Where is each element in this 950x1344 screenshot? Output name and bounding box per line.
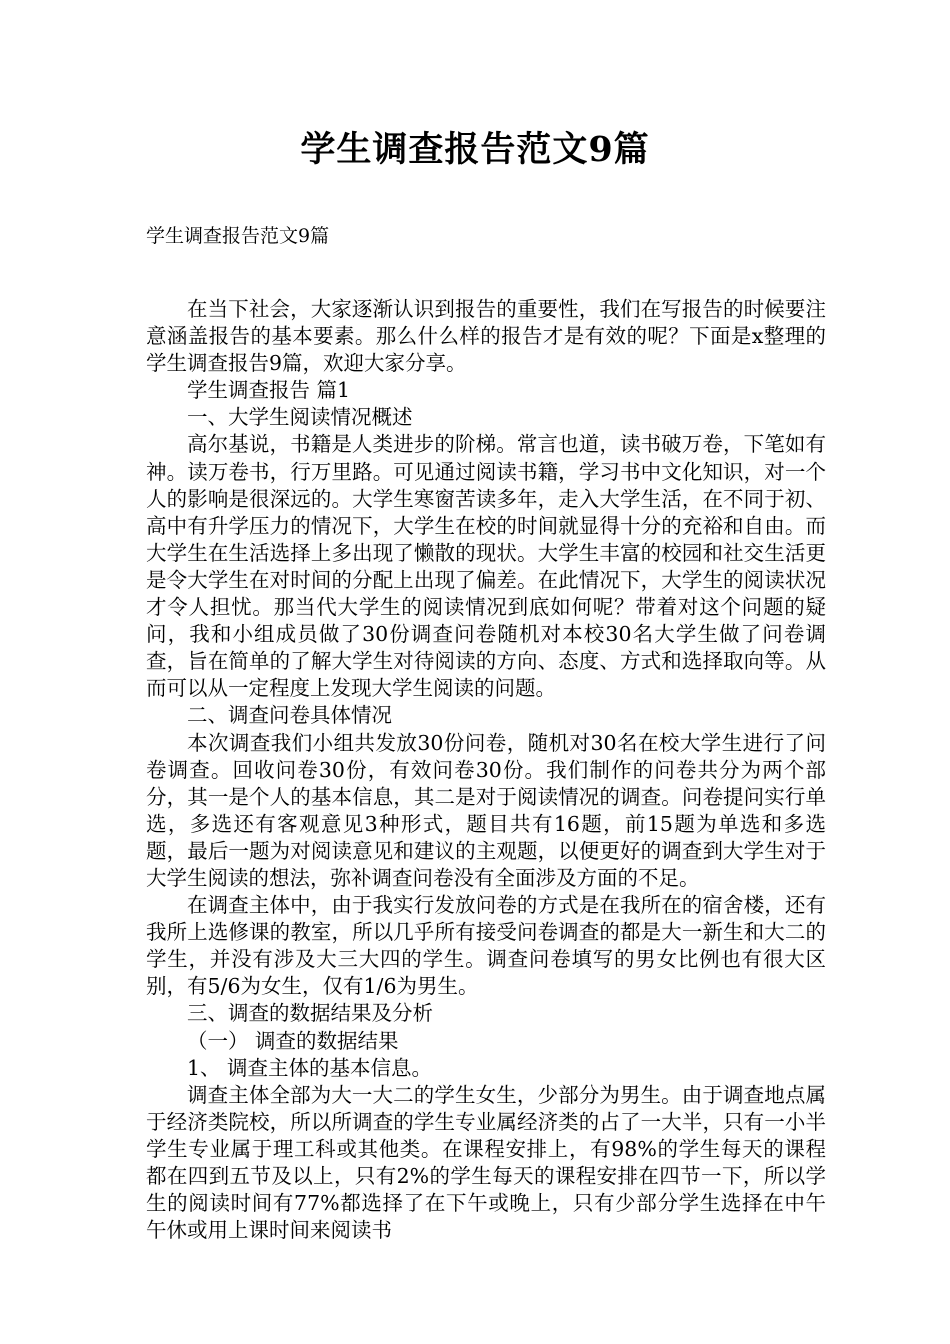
document-body — [146, 296, 826, 1244]
paragraph-overview: 高尔基说，书籍是人类进步的阶梯。常言也道，读书破万卷，下笔如有神。读万卷书，行万里路。可见通过阅读书籍，学习书中文化知识，对一个人的影响是很深远的。大学生寒窗苦读多年，走入大学生活，在不同于初、高中有升学压力的情况下，大学生在校的时间就显得十分的充裕和自由。而大学生在生活选择上多出现了懒散的现状。大学生丰富的校园和社交生活更是令大学生在对时间的分配上出现了偏差。在此情况下，大学生的阅读状况才令人担忧。那当代大学生的阅读情况到底如何呢？带着对这个问题的疑问，我和小组成员做了30份调查问卷随机对本校30名大学生做了问卷调查，旨在简单的了解大学生对待阅读的方向、态度、方式和选择取向等。从而可以从一定程度上发现大学生阅读的问题。 — [146, 432, 826, 701]
paragraph-survey-details: 本次调查我们小组共发放30份问卷，随机对30名在校大学生进行了问卷调查。回收问卷30份，有效问卷30份。我们制作的问卷共分为两个部分，其一是个人的基本信息，其二是对于阅读情况的调查。问卷提问实行单选，多选还有客观意见3种形式，题目共有16题，前15题为单选和多选题，最后一题为对阅读意见和建议的主观题，以便更好的调查到大学生对于大学生阅读的想法，弥补调查问卷没有全面涉及方面的不足。 — [146, 730, 826, 890]
section-heading-results: 三、调查的数据结果及分析 — [187, 1001, 433, 1026]
section-heading-survey: 二、调查问卷具体情况 — [187, 703, 392, 728]
subsection-heading-data: （一） 调查的数据结果 — [187, 1028, 399, 1053]
document-subtitle: 学生调查报告范文9篇 — [146, 225, 330, 247]
paragraph-basic-info: 调查主体全部为大一大二的学生女生，少部分为男生。由于调查地点属于经济类院校，所以所调查的学生专业属经济类的占了一大半，只有一小半学生专业属于理工科或其他类。在课程安排上，有98%的学生每天的课程都在四到五节及以上，只有2%的学生每天的课程安排在四节一下，所以学生的阅读时间有77%都选择了在下午或晚上，只有少部分学生选择在中午午休或用上课时间来阅读书 — [146, 1082, 826, 1243]
item-heading-basic-info: 1、 调查主体的基本信息。 — [187, 1055, 433, 1080]
document-title: 学生调查报告范文9篇 — [300, 129, 650, 170]
paragraph-survey-subjects: 在调查主体中，由于我实行发放问卷的方式是在我所在的宿舍楼，还有我所上选修课的教室，所以几乎所有接受问卷调查的都是大一新生和大二的学生，并没有涉及大三大四的学生。调查问卷填写的男女比例也有很大区别，有5/6为女生，仅有1/6为男生。 — [146, 893, 826, 999]
section-heading-part1: 学生调查报告 篇1 — [187, 378, 351, 403]
section-heading-overview: 一、大学生阅读情况概述 — [187, 405, 413, 430]
paragraph-intro: 在当下社会，大家逐渐认识到报告的重要性，我们在写报告的时候要注意涵盖报告的基本要素。那么什么样的报告才是有效的呢？下面是x整理的学生调查报告9篇，欢迎大家分享。 — [146, 297, 826, 376]
